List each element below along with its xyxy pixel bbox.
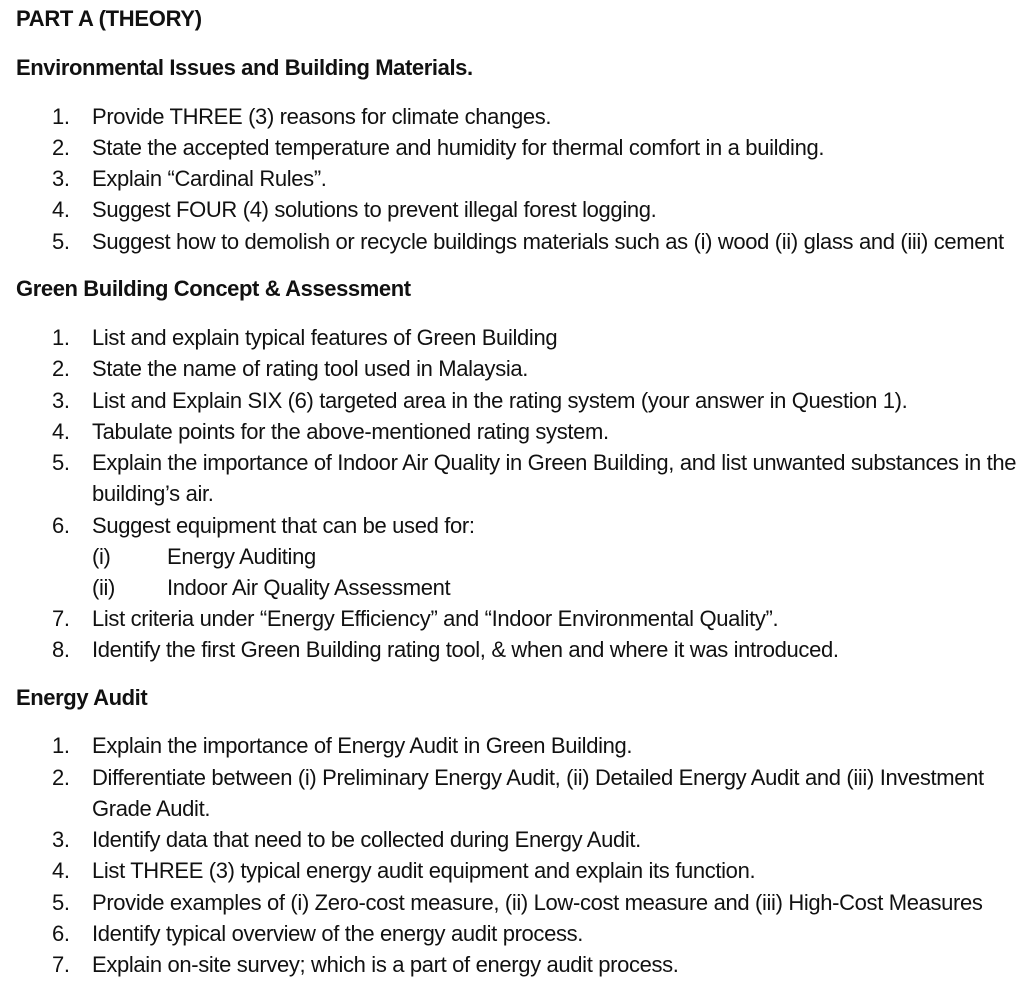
item-number: 5. xyxy=(52,890,70,915)
item-text: State the accepted temperature and humidity for thermal comfort in a building. xyxy=(92,135,825,160)
item-text: State the name of rating tool used in Malaysia. xyxy=(92,356,529,381)
item-number: 8. xyxy=(52,637,70,662)
item-text: Provide THREE (3) reasons for climate changes. xyxy=(92,104,552,129)
item-number: 7. xyxy=(52,606,70,631)
item-number: 2. xyxy=(52,135,70,160)
item-number: 4. xyxy=(52,858,70,883)
part-title: PART A (THEORY) xyxy=(16,6,202,31)
section-heading-energy-audit: Energy Audit xyxy=(16,685,148,710)
item-number: 2. xyxy=(52,356,70,381)
item-text: Explain the importance of Indoor Air Quality in Green Building, and list unwanted substances in the xyxy=(92,450,1017,475)
item-number: 5. xyxy=(52,450,70,475)
section-heading-environmental: Environmental Issues and Building Materials. xyxy=(16,55,473,80)
item-text: Explain “Cardinal Rules”. xyxy=(92,166,327,191)
item-text: Differentiate between (i) Preliminary Energy Audit, (ii) Detailed Energy Audit and (iii) Investment xyxy=(92,765,984,790)
item-number: 1. xyxy=(52,733,70,758)
item-text: List criteria under “Energy Efficiency” and “Indoor Environmental Quality”. xyxy=(92,606,779,631)
item-text: Suggest equipment that can be used for: xyxy=(92,513,475,538)
item-text: List and Explain SIX (6) targeted area in the rating system (your answer in Question 1). xyxy=(92,388,908,413)
item-text: Explain on-site survey; which is a part of energy audit process. xyxy=(92,952,679,977)
item-number: 3. xyxy=(52,388,70,413)
item-number: 6. xyxy=(52,513,70,538)
item-number: 1. xyxy=(52,325,70,350)
item-number: 3. xyxy=(52,166,70,191)
item-text: Identify typical overview of the energy audit process. xyxy=(92,921,584,946)
item-number: 6. xyxy=(52,921,70,946)
item-number: 4. xyxy=(52,419,70,444)
item-text-continuation: building’s air. xyxy=(92,481,214,506)
item-number: 2. xyxy=(52,765,70,790)
item-text: Suggest FOUR (4) solutions to prevent illegal forest logging. xyxy=(92,197,657,222)
item-text: Provide examples of (i) Zero-cost measure, (ii) Low-cost measure and (iii) High-Cost Measures xyxy=(92,890,983,915)
sub-item-roman: (i) xyxy=(92,544,111,569)
sub-item-text: Energy Auditing xyxy=(167,544,316,569)
section-heading-green-building: Green Building Concept & Assessment xyxy=(16,276,411,301)
item-number: 1. xyxy=(52,104,70,129)
sub-item-text: Indoor Air Quality Assessment xyxy=(167,575,451,600)
item-text: List and explain typical features of Green Building xyxy=(92,325,558,350)
item-number: 3. xyxy=(52,827,70,852)
item-text: List THREE (3) typical energy audit equipment and explain its function. xyxy=(92,858,756,883)
item-text: Identify the first Green Building rating tool, & when and where it was introduced. xyxy=(92,637,839,662)
item-number: 7. xyxy=(52,952,70,977)
item-text: Identify data that need to be collected during Energy Audit. xyxy=(92,827,641,852)
item-text: Tabulate points for the above-mentioned rating system. xyxy=(92,419,609,444)
sub-item-roman: (ii) xyxy=(92,575,116,600)
item-text: Suggest how to demolish or recycle buildings materials such as (i) wood (ii) glass and (iii) cement xyxy=(92,229,1004,254)
item-text-continuation: Grade Audit. xyxy=(92,796,211,821)
item-number: 5. xyxy=(52,229,70,254)
item-text: Explain the importance of Energy Audit in Green Building. xyxy=(92,733,633,758)
item-number: 4. xyxy=(52,197,70,222)
